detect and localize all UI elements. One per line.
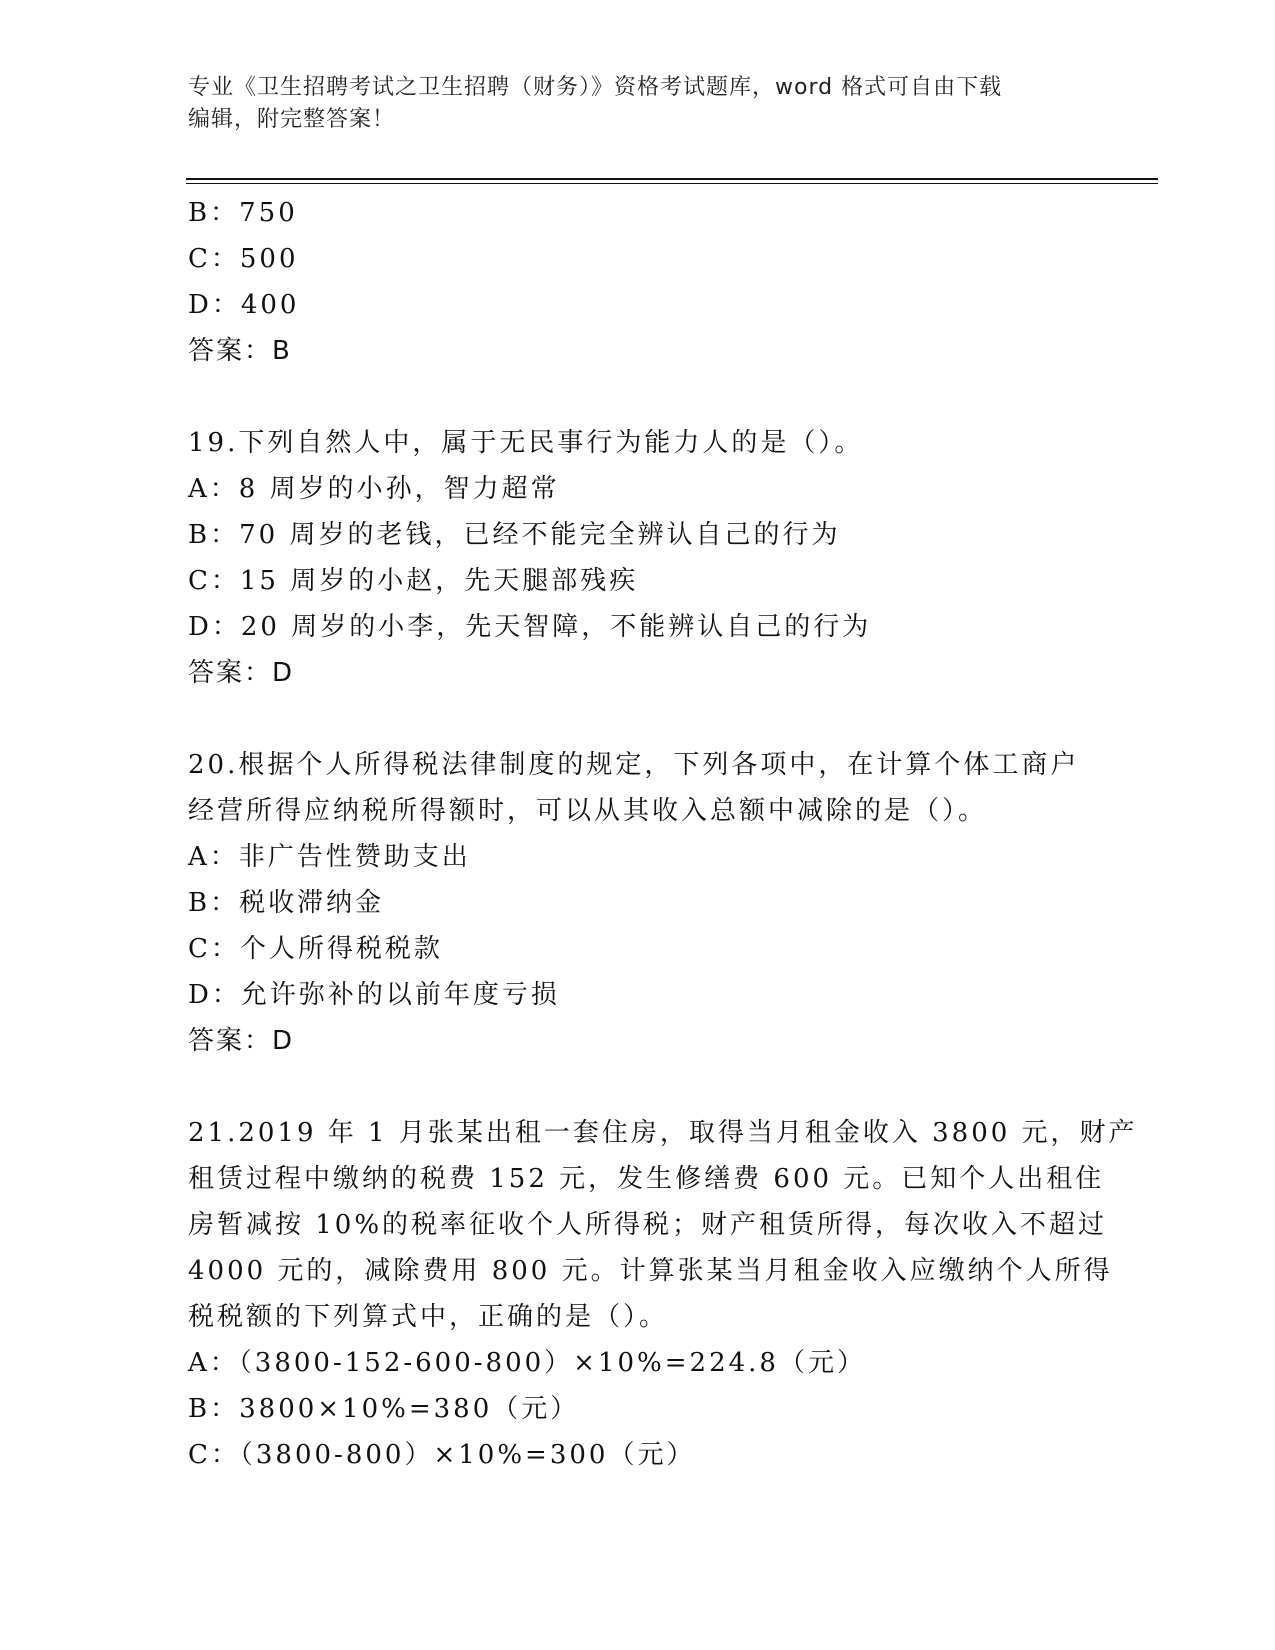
spacer [188,374,1088,420]
option-b: B：3800×10%=380（元） [188,1394,580,1424]
question-19 [188,420,1088,696]
option-a: A：（3800-152-600-800）×10%=224.8（元） [188,1348,866,1378]
spacer [188,1064,1088,1110]
question-18-partial [188,190,1088,374]
option-b: B：750 [188,198,298,228]
question-20 [188,742,1088,1064]
document-header [188,72,1088,136]
option-b: B：70 周岁的老钱，已经不能完全辨认自己的行为 [188,520,841,550]
question-21 [188,1110,1138,1478]
document-body [188,190,1138,1478]
option-d: D：允许弥补的以前年度亏损 [188,980,560,1010]
answer-line: 答案：D [188,1026,295,1056]
option-c: C：15 周岁的小赵，先天腿部残疾 [188,566,639,596]
spacer [188,696,1088,742]
question-stem-line: 租赁过程中缴纳的税费 152 元，发生修缮费 600 元。已知个人出租住 [188,1164,1105,1194]
option-a: A：8 周岁的小孙，智力超常 [188,474,560,504]
question-stem-line: 房暂减按 10%的税率征收个人所得税；财产租赁所得，每次收入不超过 [188,1210,1108,1240]
question-stem-line: 21.2019 年 1 月张某出租一套住房，取得当月租金收入 3800 元，财产 [188,1118,1138,1148]
header-divider-thin [186,183,1158,184]
option-c: C：（3800-800）×10%=300（元） [188,1440,696,1470]
option-a: A：非广告性赞助支出 [188,842,471,872]
question-stem-line: 4000 元的，减除费用 800 元。计算张某当月租金收入应缴纳个人所得 [188,1256,1113,1286]
option-d: D：400 [188,290,300,320]
header-line-2: 编辑，附完整答案！ [188,107,396,132]
question-stem: 19.下列自然人中，属于无民事行为能力人的是（）。 [188,428,864,458]
answer-line: 答案：D [188,658,295,688]
question-stem-line: 税税额的下列算式中，正确的是（）。 [188,1302,669,1332]
option-b: B：税收滞纳金 [188,888,385,918]
header-divider-thick [186,178,1158,180]
option-c: C：个人所得税税款 [188,934,443,964]
question-stem-line: 20.根据个人所得税法律制度的规定，下列各项中，在计算个体工商户 [188,750,1080,780]
option-c: C：500 [188,244,299,274]
header-line-1: 专业《卫生招聘考试之卫生招聘（财务）》资格考试题库，word 格式可自由下载 [188,75,1003,100]
option-d: D：20 周岁的小李，先天智障，不能辨认自己的行为 [188,612,872,642]
question-stem-line: 经营所得应纳税所得额时，可以从其收入总额中减除的是（）。 [188,796,988,826]
answer-line: 答案：B [188,336,292,366]
